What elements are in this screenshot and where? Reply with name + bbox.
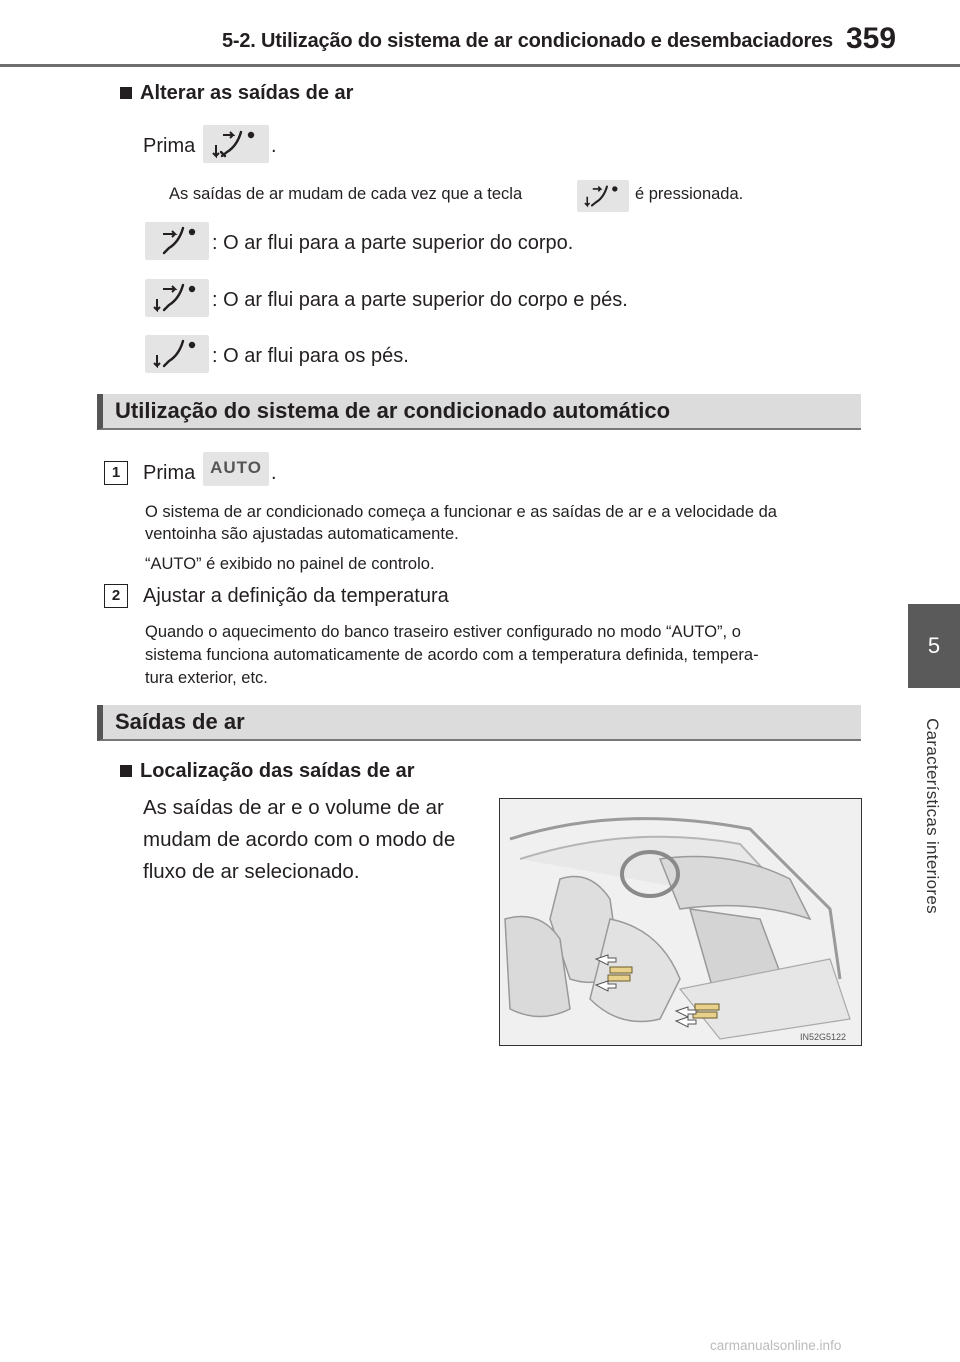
mode-upper-body-feet-text: : O ar flui para a parte superior do corpo e pés. bbox=[212, 289, 628, 311]
section-title-auto: Utilização do sistema de ar condicionado automático bbox=[115, 398, 671, 423]
step2-text: Ajustar a definição da temperatura bbox=[143, 585, 449, 607]
header-divider bbox=[0, 64, 960, 67]
car-interior-drawing bbox=[500, 799, 862, 1046]
figure-code: IN52G5122 bbox=[800, 1032, 847, 1042]
step2-desc-line3: tura exterior, etc. bbox=[145, 669, 268, 687]
chapter-tab: 5 bbox=[908, 604, 960, 688]
step-number-2: 2 bbox=[104, 584, 128, 608]
outlets-para-line2: mudam de acordo com o modo de bbox=[143, 828, 456, 851]
step1-desc-line1: O sistema de ar condicionado começa a funcionar e as saídas de ar e a velocidade da bbox=[145, 503, 777, 521]
section-header-outlets bbox=[97, 705, 861, 741]
square-bullet-icon bbox=[120, 87, 132, 99]
footer-watermark: carmanualsonline.info bbox=[710, 1338, 842, 1353]
mode-upper-body-text: : O ar flui para a parte superior do corpo. bbox=[212, 232, 574, 254]
air-flow-upper-body-icon bbox=[145, 222, 209, 260]
air-outlet-mode-key bbox=[203, 125, 269, 163]
step1-desc-line3: “AUTO” é exibido no painel de controlo. bbox=[145, 555, 435, 573]
press-suffix: . bbox=[271, 135, 277, 157]
press-prefix: Prima bbox=[143, 135, 196, 157]
air-flow-upper-body-feet-icon bbox=[145, 279, 209, 317]
mode-feet-text: : O ar flui para os pés. bbox=[212, 345, 409, 367]
step2-desc-line1: Quando o aquecimento do banco traseiro estiver configurado no modo “AUTO”, o bbox=[145, 623, 741, 641]
step-number-1: 1 bbox=[104, 461, 128, 485]
step2-desc-line2: sistema funciona automaticamente de acordo com a temperatura definida, tempera- bbox=[145, 646, 759, 664]
section-header-auto bbox=[97, 394, 861, 430]
air-flow-upper-body-feet-icon bbox=[203, 125, 269, 163]
chapter-label bbox=[904, 696, 960, 936]
car-interior-illustration bbox=[499, 798, 862, 1046]
outlets-location-heading: Localização das saídas de ar bbox=[120, 760, 415, 783]
air-flow-feet-icon bbox=[145, 335, 209, 373]
step1-prefix: Prima bbox=[143, 462, 196, 484]
page-header-title: 5-2. Utilização do sistema de ar condicionado e desembaciadores bbox=[222, 30, 833, 52]
chapter-label-text: Características interiores bbox=[923, 718, 942, 914]
step1-desc-line2: ventoinha são ajustadas automaticamente. bbox=[145, 525, 459, 543]
section-title-outlets: Saídas de ar bbox=[115, 709, 245, 734]
step1-suffix: . bbox=[271, 462, 277, 484]
page-number: 359 bbox=[846, 22, 897, 55]
square-bullet-icon bbox=[120, 765, 132, 777]
air-outlet-mode-key-inline bbox=[577, 180, 629, 212]
outlets-note-after: é pressionada. bbox=[635, 185, 744, 203]
air-flow-upper-body-feet-icon bbox=[577, 180, 629, 212]
outlets-para-line3: fluxo de ar selecionado. bbox=[143, 860, 360, 883]
auto-key: AUTO bbox=[203, 452, 269, 486]
outlets-para-line1: As saídas de ar e o volume de ar bbox=[143, 796, 444, 819]
outlets-change-heading: Alterar as saídas de ar bbox=[120, 82, 353, 105]
outlets-note-before: As saídas de ar mudam de cada vez que a tecla bbox=[169, 185, 523, 203]
